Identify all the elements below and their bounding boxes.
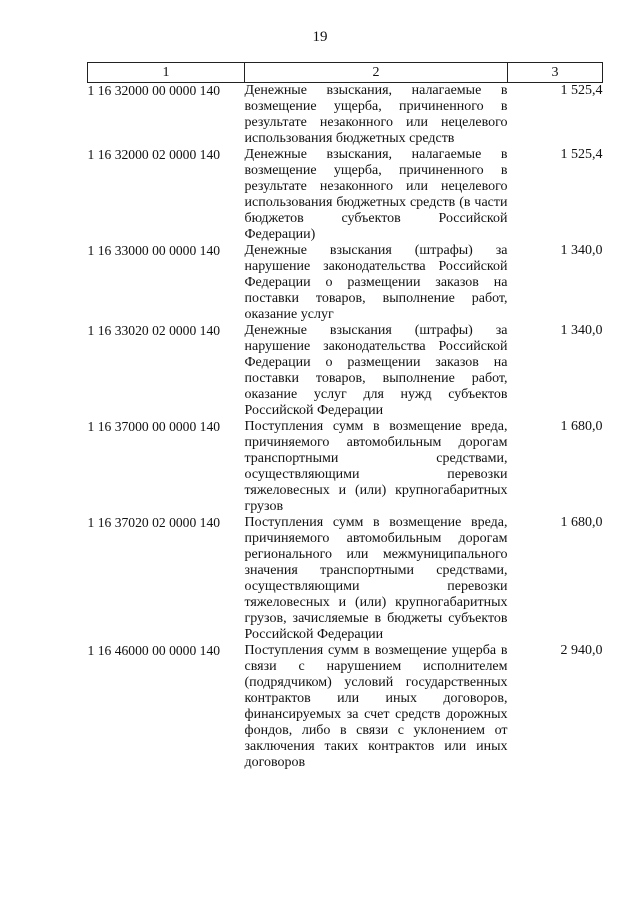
revenue-table [87,62,603,771]
table-row [88,147,603,243]
table-header-row [88,63,603,83]
revenue-name: Денежные взыскания (штрафы) за нарушение законодательства Российской Федерации о размещении заказов на поставки товаров, выполнение работ, оказание услуг для нужд субъектов Российской Федерации [244,323,508,418]
revenue-name: Денежные взыскания, налагаемые в возмещение ущерба, причиненного в результате незаконного или нецелевого использования бюджетных средств (в части бюджетов субъектов Российской Федерации) [244,147,508,242]
revenue-amount: 1 340,0 [560,323,603,338]
revenue-amount: 2 940,0 [560,643,603,658]
revenue-name: Поступления сумм в возмещение вреда, причиняемого автомобильным дорогам транспортными средствами, осуществляющими перевозки тяжеловесных и (или) крупногабаритных грузов [244,419,508,514]
table-row [88,323,603,419]
revenue-amount: 1 340,0 [560,243,603,258]
table-row [88,419,603,515]
revenue-name: Денежные взыскания, налагаемые в возмещение ущерба, причиненного в результате незаконного или нецелевого использования бюджетных средств [244,83,508,146]
table-row [88,643,603,771]
column-header-2: 2 [245,63,508,83]
revenue-code: 1 16 33020 02 0000 140 [87,323,221,338]
revenue-amount: 1 680,0 [560,515,603,530]
revenue-amount: 1 525,4 [560,147,603,162]
revenue-name: Денежные взыскания (штрафы) за нарушение законодательства Российской Федерации о размещении заказов на поставки товаров, выполнение работ, оказание услуг [244,243,508,322]
table-row [88,243,603,323]
revenue-name: Поступления сумм в возмещение вреда, причиняемого автомобильным дорогам регионального или межмуниципального значения транспортными средствами, осуществляющими перевозки тяжеловесных и (или) крупногабаритных грузов, зачисляемые в бюджеты субъектов Российской Федерации [244,515,508,642]
revenue-code: 1 16 37020 02 0000 140 [87,515,221,530]
revenue-name: Поступления сумм в возмещение ущерба в связи с нарушением исполнителем (подрядчиком) условий государственных контрактов или иных договоров, финансируемых за счет средств дорожных фондов, либо в связи с уклонением от заключения таких контрактов или иных договоров [244,643,508,770]
table-header [88,63,603,83]
table-body [88,83,603,772]
revenue-code: 1 16 46000 00 0000 140 [87,643,221,658]
page-number: 19 [312,29,328,45]
revenue-code: 1 16 32000 00 0000 140 [87,83,221,98]
revenue-amount: 1 680,0 [560,419,603,434]
table-row [88,515,603,643]
column-header-1: 1 [88,63,245,83]
table-row [88,83,603,148]
column-header-3: 3 [508,63,603,83]
revenue-amount: 1 525,4 [560,83,603,98]
revenue-code: 1 16 37000 00 0000 140 [87,419,221,434]
revenue-code: 1 16 32000 02 0000 140 [87,147,221,162]
revenue-code: 1 16 33000 00 0000 140 [87,243,221,258]
